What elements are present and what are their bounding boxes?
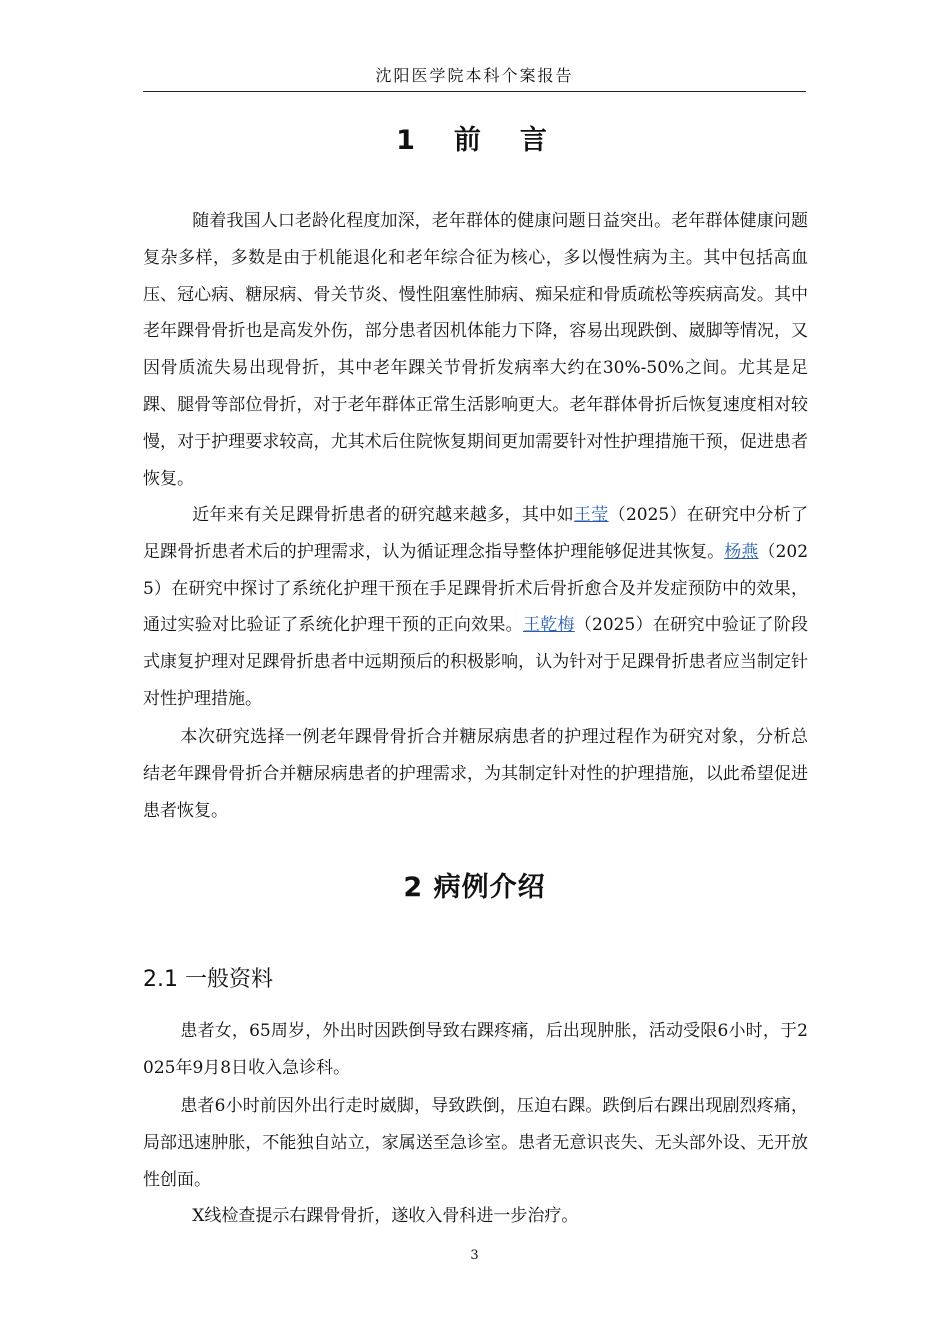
running-header: 沈阳医学院本科个案报告 xyxy=(375,66,574,85)
paragraph-text: （2025）在研究中探讨了系统化护理干预在手足踝骨折术后骨折愈合及并发症预防中的效果，通过实验对比验证了系统化护理干预的正向效果。 xyxy=(143,541,809,636)
citation-link-wang-qianmei[interactable]: 王乾梅 xyxy=(522,615,575,636)
paragraph-general-2: 患者6小时前因外出行走时崴脚，导致跌倒，压迫右踝。跌倒后右踝出现剧烈疼痛，局部迅速肿胀，不能独自站立，家属送至急诊室。患者无意识丧失、无头部外设、无开放性创面。 xyxy=(143,1096,808,1190)
paragraph-text: 近年来有关足踝骨折患者的研究越来越多，其中如 xyxy=(192,505,574,525)
paragraph-general-1: 患者女，65周岁，外出时因跌倒导致右踝疼痛，后出现肿胀，活动受限6小时，于2025年9月8日收入急诊科。 xyxy=(143,1021,808,1078)
paragraph-preface-2 xyxy=(143,497,808,718)
paragraph-text: （2025）在研究中分析了足踝骨折患者术后的护理需求，认为循证理念指导整体护理能够促进其恢复。 xyxy=(143,505,809,562)
header-rule xyxy=(143,91,806,92)
section-title-preface: 1 前 言 xyxy=(396,125,553,156)
paragraph-general-3: X线检查提示右踝骨骨折，遂收入骨科进一步治疗。 xyxy=(192,1206,579,1226)
section-title-case: 2 病例介绍 xyxy=(403,872,546,903)
citation-link-yang-yan[interactable]: 杨燕 xyxy=(724,541,759,562)
subsection-title-general: 2.1 一般资料 xyxy=(143,967,273,992)
page-number: 3 xyxy=(470,1248,479,1263)
paragraph-preface-1: 随着我国人口老龄化程度加深，老年群体的健康问题日益突出。老年群体健康问题复杂多样，多数是由于机能退化和老年综合征为核心，多以慢性病为主。其中包括高血压、冠心病、糖尿病、骨关节炎、慢性阻塞性肺病、痴呆症和骨质疏松等疾病高发。其中老年踝骨骨折也是高发外伤，部分患者因机体能力下降，容易出现跌倒、崴脚等情况，又因骨质流失易出现骨折，其中老年踝关节骨折发病率大约在30%-50%之间。尤其是足踝、腿骨等部位骨折，对于老年群体正常生活影响更大。老年群体骨折后恢复速度相对较慢，对于护理要求较高，尤其术后住院恢复期间更加需要针对性护理措施干预，促进患者恢复。 xyxy=(143,211,808,489)
paragraph-preface-3: 本次研究选择一例老年踝骨骨折合并糖尿病患者的护理过程作为研究对象，分析总结老年踝骨骨折合并糖尿病患者的护理需求，为其制定针对性的护理措施，以此希望促进患者恢复。 xyxy=(143,727,808,821)
paragraph-text: （2025）在研究中验证了阶段式康复护理对足踝骨折患者中远期预后的积极影响，认为针对于足踝骨折患者应当制定针对性护理措施。 xyxy=(143,615,809,709)
citation-link-wang-ying[interactable]: 王莹 xyxy=(573,505,609,525)
